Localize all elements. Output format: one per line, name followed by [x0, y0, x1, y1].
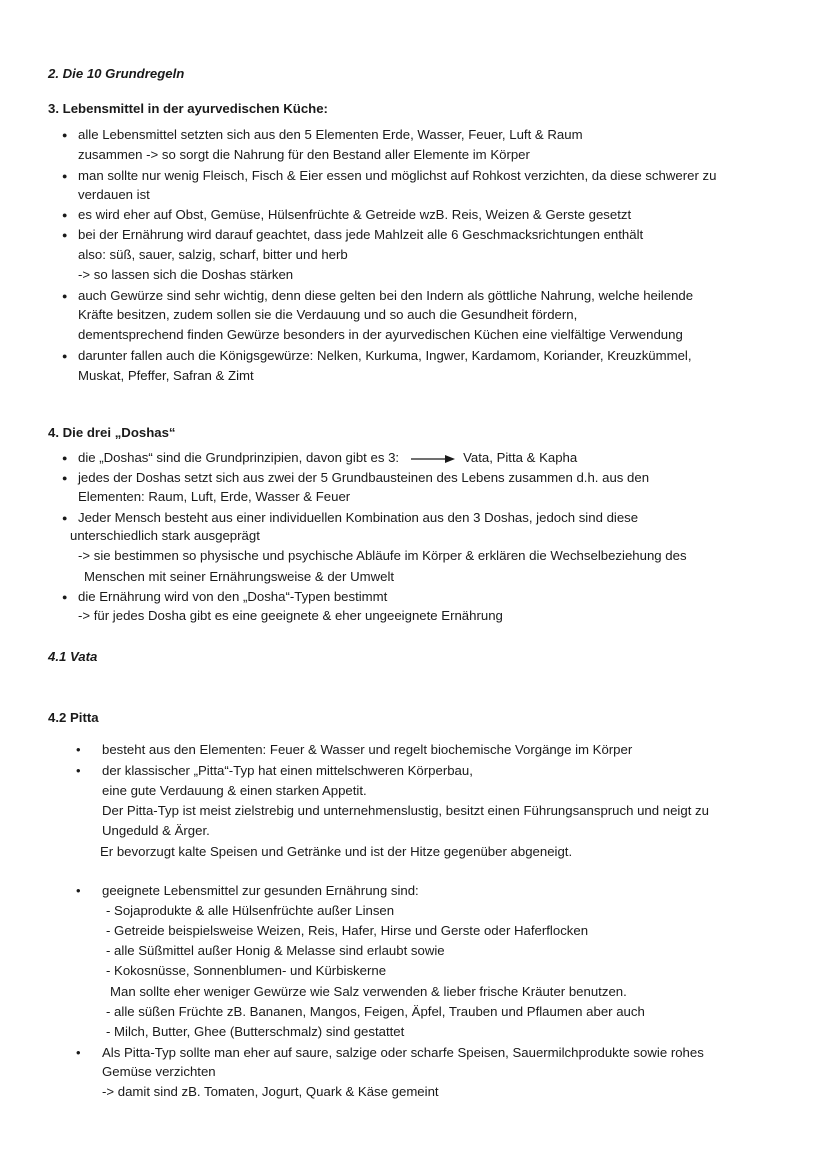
s3-item5-line2: Kräfte besitzen, zudem sollen sie die Verdauung und so auch die Gesundheit fördern, — [78, 307, 578, 322]
bullet-glyph: • — [76, 763, 81, 778]
s3-item6-line1: darunter fallen auch die Königsgewürze: Nelken, Kurkuma, Ingwer, Kardamom, Koriander, Kreuzkümmel, — [78, 348, 692, 363]
s3-item2-line1: man sollte nur wenig Fleisch, Fisch & Eier essen und möglichst auf Rohkost verzichten, da diese schwerer zu — [78, 168, 717, 183]
bullet-glyph: ● — [62, 230, 68, 240]
pitta-item3-line2: - Sojaprodukte & alle Hülsenfrüchte außer Linsen — [106, 903, 395, 918]
s3-item4-line3: -> so lassen sich die Doshas stärken — [78, 267, 294, 282]
s3-item1-line1: alle Lebensmittel setzten sich aus den 5 Elementen Erde, Wasser, Feuer, Luft & Raum — [78, 127, 583, 142]
bullet-glyph: • — [76, 1045, 81, 1060]
s3-item5-line3: dementsprechend finden Gewürze besonders in der ayurvedischen Küchen eine vielfältige Verwendung — [78, 327, 683, 342]
s4-item4-line1: die Ernährung wird von den „Dosha“-Typen bestimmt — [78, 589, 388, 604]
pitta-item2-line4: Ungeduld & Ärger. — [102, 823, 210, 838]
pitta-item3-line8: - Milch, Butter, Ghee (Butterschmalz) sind gestattet — [106, 1024, 405, 1039]
pitta-item4-line2: Gemüse verzichten — [102, 1064, 216, 1079]
s3-item5-line1: auch Gewürze sind sehr wichtig, denn diese gelten bei den Indern als göttliche Nahrung, welche heilende — [78, 288, 694, 303]
bullet-glyph: • — [76, 742, 81, 757]
s3-item6-line2: Muskat, Pfeffer, Safran & Zimt — [78, 368, 254, 383]
bullet-glyph: • — [76, 883, 81, 898]
pitta-item2-line3: Der Pitta-Typ ist meist zielstrebig und unternehmenslustig, besitzt einen Führungsanspruch und neigt zu — [102, 803, 709, 818]
pitta-item2-line5: Er bevorzugt kalte Speisen und Getränke und ist der Hitze gegenüber abgeneigt. — [100, 844, 573, 859]
pitta-item2-line1: der klassischer „Pitta“-Typ hat einen mittelschweren Körperbau, — [102, 763, 473, 778]
s3-item1-line2: zusammen -> so sorgt die Nahrung für den Bestand aller Elemente im Körper — [78, 147, 530, 162]
heading-vata: 4.1 Vata — [48, 649, 98, 664]
bullet-glyph: ● — [62, 210, 68, 220]
pitta-item3-line6: Man sollte eher weniger Gewürze wie Salz verwenden & lieber frische Kräuter benutzen. — [110, 984, 627, 999]
pitta-item4-line1: Als Pitta-Typ sollte man eher auf saure, salzige oder scharfe Speisen, Sauermilchprodukte sowie rohes — [102, 1045, 704, 1060]
s4-item4-line2: -> für jedes Dosha gibt es eine geeignete & eher ungeeignete Ernährung — [78, 608, 503, 623]
s4-item3-line3: -> sie bestimmen so physische und psychische Abläufe im Körper & erklären die Wechselbeziehung des — [78, 548, 687, 563]
s4-item2-line2: Elementen: Raum, Luft, Erde, Wasser & Feuer — [78, 489, 351, 504]
s4-item1-text: die „Doshas“ sind die Grundprinzipien, davon gibt es 3: — [78, 450, 400, 465]
bullet-glyph: ● — [62, 291, 68, 301]
pitta-item3-line5: - Kokosnüsse, Sonnenblumen- und Kürbiskerne — [106, 963, 387, 978]
s3-item3-line1: es wird eher auf Obst, Gemüse, Hülsenfrüchte & Getreide wzB. Reis, Weizen & Gerste gesetzt — [78, 207, 632, 222]
pitta-item3-line4: - alle Süßmittel außer Honig & Melasse sind erlaubt sowie — [106, 943, 445, 958]
s4-item3-line1: Jeder Mensch besteht aus einer individuellen Kombination aus den 3 Doshas, jedoch sind diese — [78, 510, 639, 525]
heading-pitta: 4.2 Pitta — [48, 710, 99, 725]
s3-item2-line2: verdauen ist — [78, 187, 150, 202]
s4-item1-result: Vata, Pitta & Kapha — [463, 450, 578, 465]
s3-item4-line1: bei der Ernährung wird darauf geachtet, dass jede Mahlzeit alle 6 Geschmacksrichtungen enthält — [78, 227, 644, 242]
s4-item1 — [78, 449, 577, 467]
pitta-item2-line2: eine gute Verdauung & einen starken Appetit. — [102, 783, 367, 798]
s4-item3-line4: Menschen mit seiner Ernährungsweise & der Umwelt — [84, 569, 395, 584]
bullet-glyph: ● — [62, 171, 68, 181]
pitta-item3-line7: - alle süßen Früchte zB. Bananen, Mangos, Feigen, Äpfel, Trauben und Pflaumen aber auch — [106, 1004, 645, 1019]
s3-item4-line2: also: süß, sauer, salzig, scharf, bitter und herb — [78, 247, 348, 262]
bullet-glyph: ● — [62, 473, 68, 483]
s4-item2-line1: jedes der Doshas setzt sich aus zwei der 5 Grundbausteinen des Lebens zusammen d.h. aus den — [78, 470, 650, 485]
heading-lebensmittel: 3. Lebensmittel in der ayurvedischen Küche: — [48, 101, 328, 116]
pitta-item3-line1: geeignete Lebensmittel zur gesunden Ernährung sind: — [102, 883, 419, 898]
bullet-glyph: ● — [62, 351, 68, 361]
s4-item3-line2: unterschiedlich stark ausgeprägt — [70, 528, 260, 543]
pitta-item4-line3: -> damit sind zB. Tomaten, Jogurt, Quark & Käse gemeint — [102, 1084, 439, 1099]
bullet-glyph: ● — [62, 130, 68, 140]
bullet-glyph: ● — [62, 592, 68, 602]
pitta-item3-line3: - Getreide beispielsweise Weizen, Reis, Hafer, Hirse und Gerste oder Haferflocken — [106, 923, 589, 938]
pitta-item1: besteht aus den Elementen: Feuer & Wasser und regelt biochemische Vorgänge im Körper — [102, 742, 633, 757]
bullet-glyph: ● — [62, 513, 68, 523]
heading-doshas: 4. Die drei „Doshas“ — [48, 425, 176, 440]
heading-grundregeln: 2. Die 10 Grundregeln — [48, 66, 185, 81]
arrow-right-icon — [411, 454, 455, 464]
bullet-glyph: ● — [62, 453, 68, 463]
